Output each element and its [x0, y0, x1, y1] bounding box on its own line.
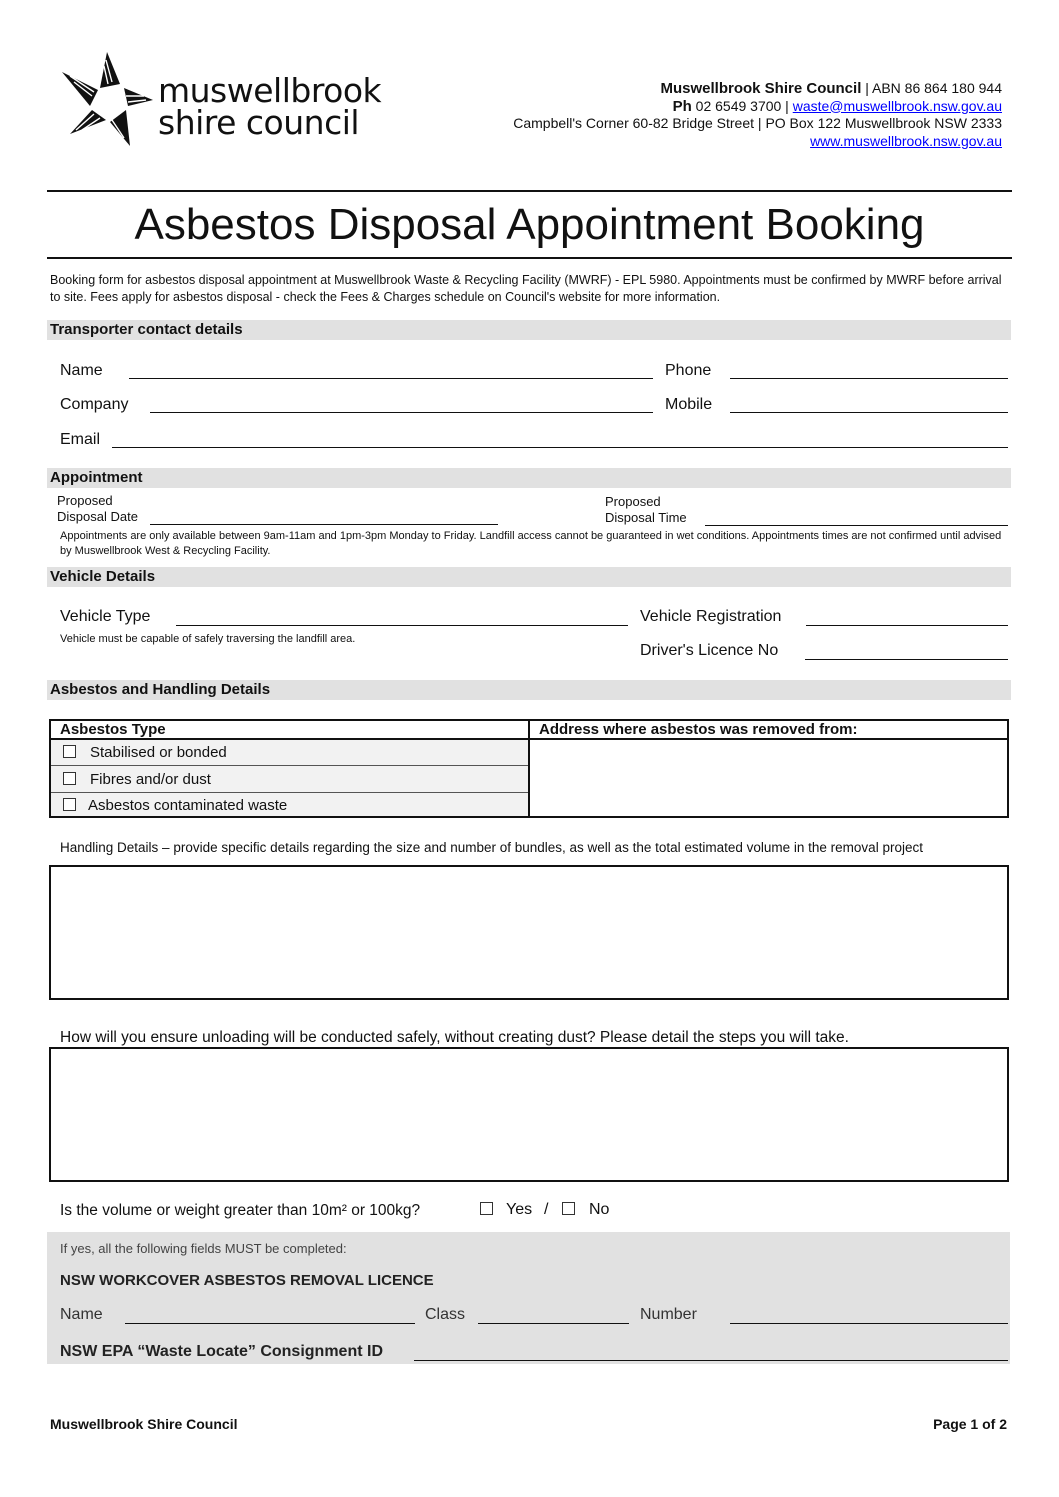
licence-heading: NSW WORKCOVER ASBESTOS REMOVAL LICENCE [60, 1272, 434, 1289]
vehicle-type-label: Vehicle Type [60, 608, 151, 625]
yes-no-separator: / [544, 1201, 549, 1218]
email-link[interactable]: waste@muswellbrook.nsw.gov.au [792, 97, 1002, 114]
contaminated-label: Asbestos contaminated waste [88, 797, 288, 814]
licence-class-field[interactable] [478, 1323, 629, 1324]
abn: | ABN 86 864 180 944 [865, 80, 1002, 96]
disposal-date-label: Proposed Disposal Date [57, 493, 138, 524]
mobile-label: Mobile [665, 396, 713, 413]
page-title: Asbestos Disposal Appointment Booking [134, 200, 925, 249]
name-field[interactable] [129, 378, 653, 379]
licence-class-label: Class [425, 1306, 466, 1323]
section-transporter: Transporter contact details [47, 320, 1011, 340]
email-label: Email [60, 431, 101, 448]
company-field[interactable] [150, 412, 653, 413]
mobile-field[interactable] [730, 412, 1008, 413]
address-field[interactable] [531, 741, 1007, 816]
email-field[interactable] [112, 447, 1008, 448]
company-label: Company [60, 396, 129, 413]
yes-checkbox[interactable] [480, 1202, 493, 1215]
licence-note: If yes, all the following fields MUST be completed: [60, 1241, 347, 1256]
section-appointment: Appointment [47, 468, 1011, 488]
unloading-steps-field[interactable] [49, 1047, 1009, 1182]
address: Campbell's Corner 60-82 Bridge Street | PO Box 122 Muswellbrook NSW 2333 [513, 115, 1002, 131]
website-link[interactable]: www.muswellbrook.nsw.gov.au [810, 132, 1002, 149]
section-vehicle: Vehicle Details [47, 567, 1011, 587]
footer-page-number: Page 1 of 2 [933, 1416, 1007, 1432]
title-rule-top [47, 190, 1012, 192]
vehicle-registration-label: Vehicle Registration [640, 608, 782, 625]
handling-details-field[interactable] [49, 865, 1009, 1000]
vehicle-type-field[interactable] [176, 625, 628, 626]
intro-text: Booking form for asbestos disposal appointment at Muswellbrook Waste & Recycling Facility (MWRF) - EPL 5980. Appointments must be confirmed by MWRF before arrival to site. Fees apply for asbestos disposal - check the Fees & Charges schedule on Council's website for more information. [50, 273, 1002, 304]
unloading-label: How will you ensure unloading will be conducted safely, without creating dust? Please detail the steps you will take. [60, 1029, 849, 1046]
org-name: Muswellbrook Shire Council [660, 80, 862, 97]
logo-line-2: shire council [158, 103, 360, 142]
disposal-time-field[interactable] [705, 525, 1008, 526]
table-row-rule-1 [51, 765, 528, 766]
table-row-rule-2 [51, 792, 528, 793]
table-col-divider [528, 719, 530, 818]
stabilised-checkbox[interactable] [63, 745, 76, 758]
drivers-licence-field[interactable] [805, 659, 1008, 660]
contact-block [513, 80, 1002, 150]
disposal-date-field[interactable] [150, 524, 498, 525]
licence-number-label: Number [640, 1306, 697, 1323]
volume-question: Is the volume or weight greater than 10m² or 100kg? [60, 1202, 421, 1219]
epa-consignment-field[interactable] [414, 1360, 1008, 1361]
no-label: No [589, 1201, 610, 1218]
address-header: Address where asbestos was removed from: [539, 721, 858, 738]
name-label: Name [60, 362, 103, 379]
stabilised-label: Stabilised or bonded [90, 744, 227, 761]
logo-line-1: muswellbrook [158, 71, 382, 110]
asbestos-type-header: Asbestos Type [60, 721, 166, 738]
fibres-checkbox[interactable] [63, 772, 76, 785]
council-logo-text [158, 71, 382, 142]
section-asbestos: Asbestos and Handling Details [47, 680, 1011, 700]
no-checkbox[interactable] [562, 1202, 575, 1215]
footer-org: Muswellbrook Shire Council [50, 1416, 238, 1432]
appointment-note: Appointments are only available between 9am-11am and 1pm-3pm Monday to Friday. Landfill access cannot be guaranteed in wet conditions. Appointments times are not confirmed until advised by Muswellbrook West & Recycling Facility. [60, 530, 1002, 557]
licence-name-field[interactable] [125, 1323, 415, 1324]
yes-label: Yes [506, 1201, 533, 1218]
disposal-time-label: Proposed Disposal Time [605, 494, 687, 525]
phone: 02 6549 3700 | [695, 97, 789, 114]
handling-label: Handling Details – provide specific details regarding the size and number of bundles, as well as the total estimated volume in the removal project [60, 840, 923, 855]
contaminated-checkbox[interactable] [63, 798, 76, 811]
epa-consignment-label: NSW EPA “Waste Locate” Consignment ID [60, 1343, 383, 1360]
drivers-licence-label: Driver's Licence No [640, 642, 779, 659]
licence-number-field[interactable] [730, 1323, 1008, 1324]
phone-label: Phone [665, 362, 712, 379]
licence-name-label: Name [60, 1306, 103, 1323]
fibres-label: Fibres and/or dust [90, 771, 211, 788]
council-star-logo [60, 50, 155, 148]
phone-prefix: Ph [672, 97, 692, 115]
title-rule-bottom [47, 257, 1012, 259]
vehicle-type-note: Vehicle must be capable of safely traversing the landfill area. [60, 633, 356, 645]
phone-field[interactable] [730, 378, 1008, 379]
vehicle-registration-field[interactable] [806, 625, 1008, 626]
